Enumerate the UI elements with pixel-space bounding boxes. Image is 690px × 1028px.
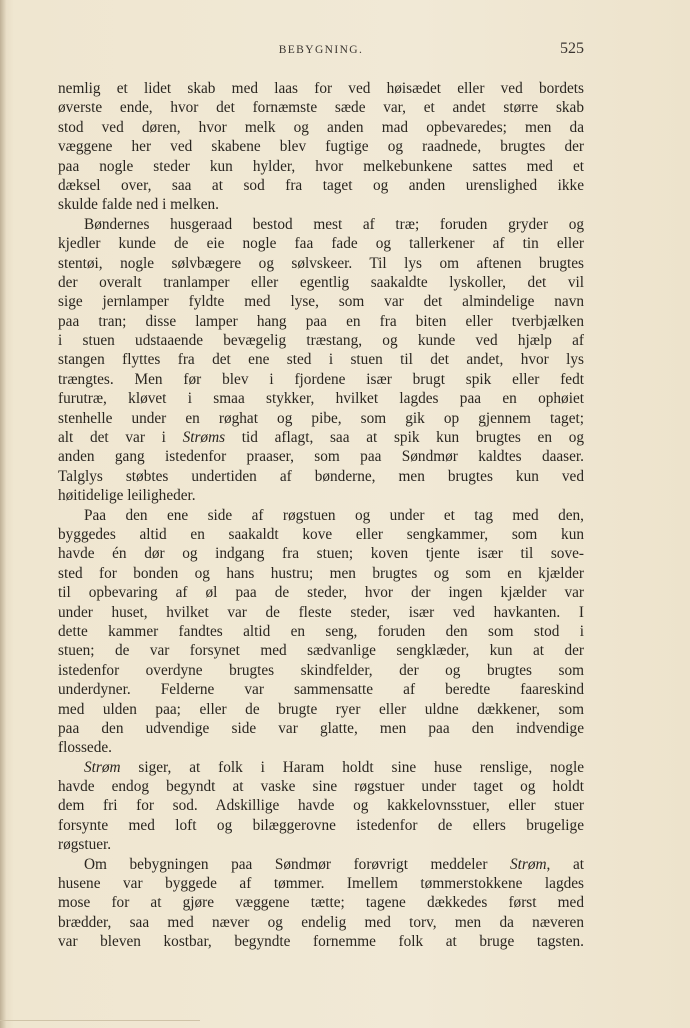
text-line: brædder, saa med næver og endelig med torv, men da næveren — [58, 913, 584, 931]
page-number: 525 — [560, 40, 584, 57]
text-line: paa tran; disse lamper hang paa en fra biten eller tverbjælken — [58, 312, 584, 330]
text-line: skulde falde ned i melken. — [58, 196, 219, 214]
text-line: Strøm siger, at folk i Haram holdt sine huse renslige, nogle — [84, 758, 584, 776]
text-line: flossede. — [58, 739, 112, 757]
text-line: i stuen udstaaende bevægelig træstang, og kunde ved hjælp af — [58, 332, 584, 350]
text-line: dette kammer fandtes altid en seng, foruden den som stod i — [58, 622, 584, 640]
text-line: anden gang istedenfor praaser, som paa Søndmør kaldtes daaser. — [58, 448, 584, 466]
text-line: Bøndernes husgeraad bestod mest af træ; foruden gryder og — [84, 215, 584, 233]
text-line: stangen flyttes fra det ene sted i stuen til det andet, hvor lys — [58, 351, 584, 369]
text-line: under huset, hvilket var de fleste steder, især ved havkanten. I — [58, 603, 584, 621]
text-line: istedenfor overdyne brugtes skindfelder, der og brugtes som — [58, 661, 584, 679]
running-title: BEBYGNING. — [278, 44, 364, 56]
text-line: stenhelle under en røghat og pibe, som gik op gjennem taget; — [58, 409, 584, 427]
text-line: nemlig et lidet skab med laas for ved høisædet eller ved bordets — [58, 80, 584, 97]
text-line: dem fri for sod. Adskillige havde og kakkelovnsstuer, eller stuer — [58, 797, 584, 815]
text-line: mose for at gjøre væggene tætte; tagene dækkedes først med — [58, 894, 584, 912]
text-line: røgstuer. — [58, 836, 112, 854]
text-line: trængtes. Men før blev i fjordene især brugt spik eller fedt — [58, 370, 584, 388]
text-line: havde endog begyndt at vaske sine røgstuer under taget og holdt — [58, 778, 584, 796]
text-line: havde én dør og indgang fra stuen; koven tjente især til sove- — [58, 545, 584, 563]
book-spine-shadow — [0, 0, 6, 1028]
text-line: dæksel over, saa at sod fra taget og anden urenslighed ikke — [58, 176, 584, 194]
text-line: sige jernlamper fyldte med lyse, som var det almindelige navn — [58, 293, 584, 311]
text-line: væggene her ved skabene blev fugtige og raadnede, brugtes der — [58, 138, 584, 156]
text-line: var bleven kostbar, begyndte fornemme folk at bruge tagsten. — [58, 933, 584, 951]
text-line: Om bebygningen paa Søndmør forøvrigt meddeler Strøm, at — [84, 855, 584, 873]
text-line: sted for bonden og hans hustru; men brugtes og som en kjælder — [58, 564, 584, 582]
text-line: Paa den ene side af røgstuen og under et tag med den, — [84, 506, 584, 524]
text-line: med ulden paa; eller de brugte ryer eller uldne dækkener, som — [58, 700, 584, 718]
text-line: Talglys støbtes undertiden af bønderne, men brugtes kun ved — [58, 467, 584, 485]
text-line: alt det var i Strøms tid aflagt, saa at spik kun brugtes en og — [58, 429, 584, 447]
text-line: underdyner. Felderne var sammensatte af beredte faareskind — [58, 681, 584, 699]
text-line: forsynte med loft og bilæggerovne istedenfor de ellers brugelige — [58, 816, 584, 834]
page-header — [58, 40, 584, 62]
text-line: øverste ende, hvor det fornæmste sæde var, et andet større skab — [58, 99, 584, 117]
text-line: furutræ, kløvet i smaa stykker, hvilket lagdes paa en ophøiet — [58, 390, 584, 408]
text-line: kjedler kunde de eie nogle faa fade og tallerkener af tin eller — [58, 235, 584, 253]
text-line: byggedes altid en saakaldt kove eller sengkammer, som kun — [58, 525, 584, 543]
text-line: stuen; de var forsynet med sædvanlige sengklæder, kun at der — [58, 642, 584, 660]
text-line: paa nogle steder kun hylder, hvor melkebunkene sattes med et — [58, 157, 584, 175]
text-line: paa den udvendige side var glatte, men paa den indvendige — [58, 719, 584, 737]
page-edge-rule — [0, 1020, 200, 1021]
text-line: til opbevaring af øl paa de steder, hvor der ingen kjælder var — [58, 584, 584, 602]
text-line: stentøi, nogle sølvbægere og sølvskeer. Til lys om aftenen brugtes — [58, 254, 584, 272]
body-text — [58, 79, 584, 952]
text-line: stod ved døren, hvor melk og anden mad opbevaredes; men da — [58, 118, 584, 136]
text-line: husene var byggede af tømmer. Imellem tømmerstokkene lagdes — [58, 875, 584, 893]
text-line: der overalt tranlamper eller egentlig saakaldte lyskoller, det vil — [58, 273, 584, 291]
text-line: høitidelige leiligheder. — [58, 487, 196, 505]
